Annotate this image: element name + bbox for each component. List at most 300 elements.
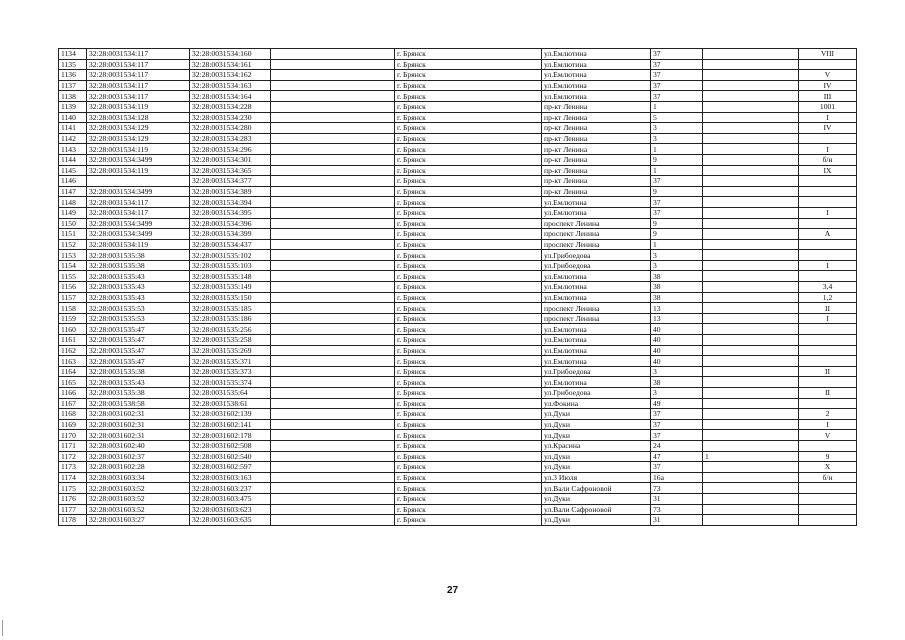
- city-cell: г. Брянск: [395, 324, 542, 335]
- table-row: [59, 59, 857, 70]
- cadastral-number-cell: 32:28:0031534:161: [190, 59, 271, 70]
- street-cell: пр-кт Ленина: [542, 165, 651, 176]
- city-cell: г. Брянск: [395, 430, 542, 441]
- table-row: [59, 493, 857, 504]
- building-number-cell: [703, 282, 799, 293]
- table-row: [59, 154, 857, 165]
- table-row: [59, 101, 857, 112]
- cadastral-number-cell: 32:28:0031535:256: [190, 324, 271, 335]
- cadastral-number-cell: 32:28:0031534:399: [190, 229, 271, 240]
- building-number-cell: [703, 493, 799, 504]
- cadastral-number-cell: 32:28:0031603:163: [190, 472, 271, 483]
- city-cell: г. Брянск: [395, 451, 542, 462]
- street-cell: ул.Емлютина: [542, 292, 651, 303]
- row-number-cell: 1168: [59, 409, 87, 420]
- parent-cadastral-number-cell: 32:28:0031534:3499: [87, 186, 190, 197]
- premises-number-cell: [799, 324, 857, 335]
- parent-cadastral-number-cell: 32:28:0031603:52: [87, 483, 190, 494]
- parent-cadastral-number-cell: 32:28:0031535:47: [87, 345, 190, 356]
- building-number-cell: [703, 101, 799, 112]
- premises-number-cell: 1001: [799, 101, 857, 112]
- row-number-cell: 1163: [59, 356, 87, 367]
- cadastral-number-cell: 32:28:0031535:150: [190, 292, 271, 303]
- table-row: [59, 462, 857, 473]
- cadastral-number-cell: 32:28:0031535:103: [190, 260, 271, 271]
- street-cell: ул.Емлютина: [542, 80, 651, 91]
- cadastral-number-cell: 32:28:0031534:296: [190, 144, 271, 155]
- table-row: [59, 409, 857, 420]
- blank-cell-cell: [271, 356, 395, 367]
- premises-number-cell: VIII: [799, 49, 857, 60]
- cadastral-number-cell: 32:28:0031534:163: [190, 80, 271, 91]
- house-number-cell: 24: [651, 440, 703, 451]
- building-number-cell: [703, 197, 799, 208]
- cadastral-number-cell: 32:28:0031534:283: [190, 133, 271, 144]
- city-cell: г. Брянск: [395, 123, 542, 134]
- cadastral-number-cell: 32:28:0031534:437: [190, 239, 271, 250]
- parent-cadastral-number-cell: 32:28:0031602:37: [87, 451, 190, 462]
- row-number-cell: 1138: [59, 91, 87, 102]
- parent-cadastral-number-cell: 32:28:0031602:28: [87, 462, 190, 473]
- parent-cadastral-number-cell: 32:28:0031602:31: [87, 419, 190, 430]
- table-row: [59, 388, 857, 399]
- building-number-cell: [703, 218, 799, 229]
- table-row: [59, 186, 857, 197]
- table-row: [59, 133, 857, 144]
- street-cell: ул.Грибоедова: [542, 366, 651, 377]
- row-number-cell: 1156: [59, 282, 87, 293]
- blank-cell-cell: [271, 282, 395, 293]
- parent-cadastral-number-cell: 32:28:0031534:129: [87, 123, 190, 134]
- premises-number-cell: [799, 197, 857, 208]
- parent-cadastral-number-cell: 32:28:0031603:52: [87, 504, 190, 515]
- building-number-cell: [703, 430, 799, 441]
- table-row: [59, 207, 857, 218]
- premises-number-cell: [799, 493, 857, 504]
- table-row: [59, 292, 857, 303]
- cadastral-number-cell: 32:28:0031534:160: [190, 49, 271, 60]
- house-number-cell: 3: [651, 260, 703, 271]
- premises-number-cell: б/н: [799, 154, 857, 165]
- parent-cadastral-number-cell: 32:28:0031603:52: [87, 493, 190, 504]
- house-number-cell: 3: [651, 366, 703, 377]
- city-cell: г. Брянск: [395, 229, 542, 240]
- street-cell: ул.Емлютина: [542, 207, 651, 218]
- premises-number-cell: X: [799, 462, 857, 473]
- parent-cadastral-number-cell: 32:28:0031534:119: [87, 144, 190, 155]
- parent-cadastral-number-cell: 32:28:0031535:38: [87, 260, 190, 271]
- building-number-cell: [703, 70, 799, 81]
- building-number-cell: [703, 229, 799, 240]
- parent-cadastral-number-cell: 32:28:0031535:43: [87, 271, 190, 282]
- blank-cell-cell: [271, 186, 395, 197]
- row-number-cell: 1165: [59, 377, 87, 388]
- table-row: [59, 218, 857, 229]
- cadastral-number-cell: 32:28:0031602:597: [190, 462, 271, 473]
- house-number-cell: 37: [651, 409, 703, 420]
- house-number-cell: 37: [651, 59, 703, 70]
- table-row: [59, 165, 857, 176]
- city-cell: г. Брянск: [395, 462, 542, 473]
- cadastral-number-cell: 32:28:0031603:237: [190, 483, 271, 494]
- house-number-cell: 37: [651, 430, 703, 441]
- premises-number-cell: II: [799, 388, 857, 399]
- table-row: [59, 504, 857, 515]
- blank-cell-cell: [271, 59, 395, 70]
- premises-number-cell: [799, 356, 857, 367]
- city-cell: г. Брянск: [395, 440, 542, 451]
- cadastral-number-cell: 32:28:0031603:475: [190, 493, 271, 504]
- city-cell: г. Брянск: [395, 80, 542, 91]
- cadastral-number-cell: 32:28:0031534:228: [190, 101, 271, 112]
- table-row: [59, 483, 857, 494]
- building-number-cell: [703, 398, 799, 409]
- house-number-cell: 31: [651, 493, 703, 504]
- house-number-cell: 13: [651, 313, 703, 324]
- row-number-cell: 1170: [59, 430, 87, 441]
- street-cell: ул.Емлютина: [542, 91, 651, 102]
- premises-number-cell: [799, 186, 857, 197]
- table-row: [59, 366, 857, 377]
- row-number-cell: 1169: [59, 419, 87, 430]
- row-number-cell: 1176: [59, 493, 87, 504]
- house-number-cell: 40: [651, 345, 703, 356]
- city-cell: г. Брянск: [395, 59, 542, 70]
- house-number-cell: 13: [651, 303, 703, 314]
- row-number-cell: 1137: [59, 80, 87, 91]
- table-row: [59, 250, 857, 261]
- house-number-cell: 37: [651, 176, 703, 187]
- street-cell: проспект Ленина: [542, 303, 651, 314]
- street-cell: пр-кт Ленина: [542, 144, 651, 155]
- parent-cadastral-number-cell: 32:28:0031535:38: [87, 366, 190, 377]
- building-number-cell: [703, 271, 799, 282]
- parent-cadastral-number-cell: 32:28:0031534:117: [87, 49, 190, 60]
- premises-number-cell: [799, 176, 857, 187]
- parent-cadastral-number-cell: 32:28:0031535:53: [87, 313, 190, 324]
- table-row: [59, 515, 857, 526]
- blank-cell-cell: [271, 430, 395, 441]
- cadastral-number-cell: 32:28:0031602:139: [190, 409, 271, 420]
- row-number-cell: 1159: [59, 313, 87, 324]
- city-cell: г. Брянск: [395, 91, 542, 102]
- premises-number-cell: [799, 335, 857, 346]
- table-row: [59, 70, 857, 81]
- city-cell: г. Брянск: [395, 388, 542, 399]
- city-cell: г. Брянск: [395, 335, 542, 346]
- building-number-cell: [703, 504, 799, 515]
- street-cell: ул.Емлютина: [542, 335, 651, 346]
- property-table-body: [59, 49, 857, 526]
- city-cell: г. Брянск: [395, 112, 542, 123]
- parent-cadastral-number-cell: 32:28:0031534:3499: [87, 154, 190, 165]
- premises-number-cell: 1,2: [799, 292, 857, 303]
- city-cell: г. Брянск: [395, 345, 542, 356]
- cadastral-number-cell: 32:28:0031535:371: [190, 356, 271, 367]
- row-number-cell: 1166: [59, 388, 87, 399]
- row-number-cell: 1162: [59, 345, 87, 356]
- cadastral-number-cell: 32:28:0031534:396: [190, 218, 271, 229]
- city-cell: г. Брянск: [395, 70, 542, 81]
- house-number-cell: 37: [651, 419, 703, 430]
- city-cell: г. Брянск: [395, 515, 542, 526]
- city-cell: г. Брянск: [395, 377, 542, 388]
- row-number-cell: 1150: [59, 218, 87, 229]
- house-number-cell: 37: [651, 70, 703, 81]
- city-cell: г. Брянск: [395, 483, 542, 494]
- building-number-cell: [703, 462, 799, 473]
- blank-cell-cell: [271, 324, 395, 335]
- cadastral-number-cell: 32:28:0031534:280: [190, 123, 271, 134]
- row-number-cell: 1177: [59, 504, 87, 515]
- building-number-cell: [703, 49, 799, 60]
- property-table: [58, 48, 857, 526]
- premises-number-cell: V: [799, 70, 857, 81]
- street-cell: ул.Емлютина: [542, 197, 651, 208]
- premises-number-cell: IX: [799, 165, 857, 176]
- premises-number-cell: I: [799, 260, 857, 271]
- building-number-cell: [703, 313, 799, 324]
- city-cell: г. Брянск: [395, 419, 542, 430]
- parent-cadastral-number-cell: 32:28:0031603:27: [87, 515, 190, 526]
- row-number-cell: 1175: [59, 483, 87, 494]
- row-number-cell: 1160: [59, 324, 87, 335]
- premises-number-cell: IV: [799, 123, 857, 134]
- parent-cadastral-number-cell: 32:28:0031534:119: [87, 165, 190, 176]
- premises-number-cell: II: [799, 303, 857, 314]
- blank-cell-cell: [271, 419, 395, 430]
- page-number: 27: [446, 585, 459, 596]
- street-cell: ул.Дуки: [542, 430, 651, 441]
- parent-cadastral-number-cell: 32:28:0031602:31: [87, 430, 190, 441]
- table-row: [59, 430, 857, 441]
- blank-cell-cell: [271, 271, 395, 282]
- city-cell: г. Брянск: [395, 472, 542, 483]
- blank-cell-cell: [271, 409, 395, 420]
- table-row: [59, 356, 857, 367]
- house-number-cell: 37: [651, 80, 703, 91]
- city-cell: г. Брянск: [395, 49, 542, 60]
- blank-cell-cell: [271, 229, 395, 240]
- scan-fold-mark: [2, 620, 3, 636]
- cadastral-number-cell: 32:28:0031602:141: [190, 419, 271, 430]
- blank-cell-cell: [271, 144, 395, 155]
- blank-cell-cell: [271, 493, 395, 504]
- building-number-cell: [703, 207, 799, 218]
- table-row: [59, 440, 857, 451]
- cadastral-number-cell: 32:28:0031535:269: [190, 345, 271, 356]
- blank-cell-cell: [271, 207, 395, 218]
- table-row: [59, 239, 857, 250]
- street-cell: проспект Ленина: [542, 239, 651, 250]
- street-cell: ул.Емлютина: [542, 377, 651, 388]
- blank-cell-cell: [271, 377, 395, 388]
- parent-cadastral-number-cell: 32:28:0031603:34: [87, 472, 190, 483]
- city-cell: г. Брянск: [395, 197, 542, 208]
- parent-cadastral-number-cell: 32:28:0031534:3499: [87, 218, 190, 229]
- parent-cadastral-number-cell: 32:28:0031534:117: [87, 59, 190, 70]
- blank-cell-cell: [271, 165, 395, 176]
- cadastral-number-cell: 32:28:0031534:395: [190, 207, 271, 218]
- street-cell: ул.Емлютина: [542, 356, 651, 367]
- premises-number-cell: [799, 59, 857, 70]
- blank-cell-cell: [271, 49, 395, 60]
- blank-cell-cell: [271, 483, 395, 494]
- row-number-cell: 1152: [59, 239, 87, 250]
- premises-number-cell: 3,4: [799, 282, 857, 293]
- blank-cell-cell: [271, 123, 395, 134]
- street-cell: ул.Дуки: [542, 451, 651, 462]
- blank-cell-cell: [271, 313, 395, 324]
- cadastral-number-cell: 32:28:0031603:623: [190, 504, 271, 515]
- building-number-cell: [703, 112, 799, 123]
- street-cell: ул.Красина: [542, 440, 651, 451]
- city-cell: г. Брянск: [395, 398, 542, 409]
- city-cell: г. Брянск: [395, 176, 542, 187]
- city-cell: г. Брянск: [395, 101, 542, 112]
- building-number-cell: [703, 335, 799, 346]
- street-cell: ул.Дуки: [542, 462, 651, 473]
- blank-cell-cell: [271, 345, 395, 356]
- row-number-cell: 1145: [59, 165, 87, 176]
- premises-number-cell: I: [799, 419, 857, 430]
- building-number-cell: [703, 356, 799, 367]
- blank-cell-cell: [271, 260, 395, 271]
- parent-cadastral-number-cell: [87, 176, 190, 187]
- row-number-cell: 1148: [59, 197, 87, 208]
- row-number-cell: 1147: [59, 186, 87, 197]
- cadastral-number-cell: 32:28:0031538:61: [190, 398, 271, 409]
- cadastral-number-cell: 32:28:0031535:148: [190, 271, 271, 282]
- row-number-cell: 1142: [59, 133, 87, 144]
- city-cell: г. Брянск: [395, 186, 542, 197]
- house-number-cell: 1: [651, 101, 703, 112]
- house-number-cell: 37: [651, 462, 703, 473]
- premises-number-cell: [799, 515, 857, 526]
- cadastral-number-cell: 32:28:0031534:162: [190, 70, 271, 81]
- house-number-cell: 3: [651, 133, 703, 144]
- table-row: [59, 112, 857, 123]
- row-number-cell: 1174: [59, 472, 87, 483]
- street-cell: ул.Емлютина: [542, 49, 651, 60]
- building-number-cell: [703, 515, 799, 526]
- premises-number-cell: I: [799, 112, 857, 123]
- building-number-cell: [703, 303, 799, 314]
- premises-number-cell: [799, 271, 857, 282]
- building-number-cell: [703, 91, 799, 102]
- cadastral-number-cell: 32:28:0031602:540: [190, 451, 271, 462]
- parent-cadastral-number-cell: 32:28:0031534:128: [87, 112, 190, 123]
- table-row: [59, 451, 857, 462]
- premises-number-cell: I: [799, 144, 857, 155]
- house-number-cell: 38: [651, 292, 703, 303]
- table-row: [59, 176, 857, 187]
- parent-cadastral-number-cell: 32:28:0031534:117: [87, 197, 190, 208]
- table-row: [59, 229, 857, 240]
- house-number-cell: 16а: [651, 472, 703, 483]
- house-number-cell: 31: [651, 515, 703, 526]
- street-cell: пр-кт Ленина: [542, 112, 651, 123]
- row-number-cell: 1157: [59, 292, 87, 303]
- parent-cadastral-number-cell: 32:28:0031534:117: [87, 80, 190, 91]
- city-cell: г. Брянск: [395, 282, 542, 293]
- house-number-cell: 37: [651, 49, 703, 60]
- street-cell: ул.Вали Сафроновой: [542, 483, 651, 494]
- street-cell: пр-кт Ленина: [542, 154, 651, 165]
- cadastral-number-cell: 32:28:0031534:164: [190, 91, 271, 102]
- parent-cadastral-number-cell: 32:28:0031534:119: [87, 239, 190, 250]
- row-number-cell: 1139: [59, 101, 87, 112]
- house-number-cell: 38: [651, 282, 703, 293]
- table-row: [59, 313, 857, 324]
- premises-number-cell: [799, 440, 857, 451]
- blank-cell-cell: [271, 197, 395, 208]
- blank-cell-cell: [271, 239, 395, 250]
- table-row: [59, 271, 857, 282]
- building-number-cell: [703, 409, 799, 420]
- blank-cell-cell: [271, 472, 395, 483]
- blank-cell-cell: [271, 440, 395, 451]
- building-number-cell: [703, 472, 799, 483]
- city-cell: г. Брянск: [395, 409, 542, 420]
- row-number-cell: 1161: [59, 335, 87, 346]
- street-cell: ул.Грибоедова: [542, 388, 651, 399]
- row-number-cell: 1136: [59, 70, 87, 81]
- city-cell: г. Брянск: [395, 133, 542, 144]
- premises-number-cell: [799, 345, 857, 356]
- street-cell: пр-кт Ленина: [542, 133, 651, 144]
- building-number-cell: [703, 377, 799, 388]
- blank-cell-cell: [271, 292, 395, 303]
- cadastral-number-cell: 32:28:0031535:258: [190, 335, 271, 346]
- cadastral-number-cell: 32:28:0031535:373: [190, 366, 271, 377]
- row-number-cell: 1171: [59, 440, 87, 451]
- city-cell: г. Брянск: [395, 165, 542, 176]
- parent-cadastral-number-cell: 32:28:0031534:117: [87, 91, 190, 102]
- table-row: [59, 345, 857, 356]
- parent-cadastral-number-cell: 32:28:0031535:43: [87, 292, 190, 303]
- building-number-cell: [703, 366, 799, 377]
- row-number-cell: 1135: [59, 59, 87, 70]
- table-row: [59, 303, 857, 314]
- premises-number-cell: б/н: [799, 472, 857, 483]
- house-number-cell: 9: [651, 186, 703, 197]
- parent-cadastral-number-cell: 32:28:0031538:58: [87, 398, 190, 409]
- street-cell: ул.Дуки: [542, 493, 651, 504]
- table-row: [59, 419, 857, 430]
- premises-number-cell: 2: [799, 409, 857, 420]
- house-number-cell: 37: [651, 207, 703, 218]
- cadastral-number-cell: 32:28:0031602:178: [190, 430, 271, 441]
- blank-cell-cell: [271, 366, 395, 377]
- row-number-cell: 1143: [59, 144, 87, 155]
- parent-cadastral-number-cell: 32:28:0031535:53: [87, 303, 190, 314]
- premises-number-cell: III: [799, 91, 857, 102]
- blank-cell-cell: [271, 250, 395, 261]
- row-number-cell: 1172: [59, 451, 87, 462]
- table-row: [59, 398, 857, 409]
- parent-cadastral-number-cell: 32:28:0031535:38: [87, 250, 190, 261]
- table-row: [59, 123, 857, 134]
- parent-cadastral-number-cell: 32:28:0031535:47: [87, 324, 190, 335]
- street-cell: проспект Ленина: [542, 229, 651, 240]
- row-number-cell: 1134: [59, 49, 87, 60]
- house-number-cell: 40: [651, 335, 703, 346]
- row-number-cell: 1149: [59, 207, 87, 218]
- table-row: [59, 282, 857, 293]
- cadastral-number-cell: 32:28:0031603:635: [190, 515, 271, 526]
- blank-cell-cell: [271, 451, 395, 462]
